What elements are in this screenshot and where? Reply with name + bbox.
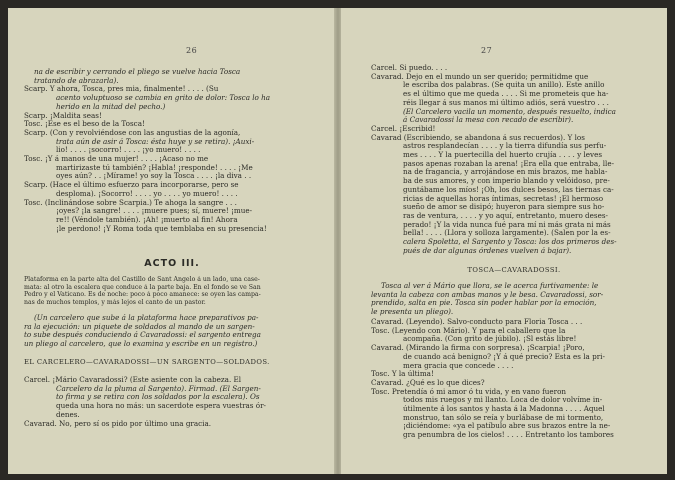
text-line: réis llegar á sus manos mi último adiós, será vuestro . . .	[403, 98, 609, 107]
text-line: ras de ventura, . . . . y yo aquí, entretanto, muero deses-	[403, 211, 608, 220]
text-line: es el último que me queda . . . . Si me prometeis que ha-	[403, 90, 609, 99]
page-number: 26	[186, 46, 198, 55]
text-line: ¡le perdono! ¡Y Roma toda que temblaba en su presencia!	[56, 224, 267, 233]
text-line: Cavarad. (Leyendo). Salvo-conducto para Floria Tosca . . .	[371, 318, 583, 326]
text-line: Cavarad. Dejo en el mundo un ser querido; permitidme que	[371, 72, 589, 81]
text-line: na de escribir y cerrando el pliego se vuelve hacia Tosca	[34, 68, 241, 76]
text-line: á Cavaradossi la mesa con recado de escribir).	[403, 116, 574, 125]
text-line: acento voluptuoso se cambia en grito de dolor: Tosca lo ha	[56, 94, 271, 103]
text-line: monstruo, tan sólo se reía y burlábase de mi tormento,	[403, 413, 604, 422]
text-line: TOSCA—CAVARADOSSI.	[467, 266, 561, 274]
text-line: pasos apenas rozaban la arena! ¡Era ella que entraba, lle-	[403, 159, 615, 168]
text-line: mes . . . . Y la puertecilla del huerto crujía . . . . y leves	[403, 151, 603, 160]
text-line: Tosca al ver á Mário que llora, se le acerca furtivamente: le	[381, 282, 599, 290]
text-line: Cavarad. (Mirando la firma con sorpresa). ¡Scarpia! ¡Poro,	[371, 344, 585, 353]
text-line: le escriba dos palabras. (Se quita un anillo). Este anillo	[403, 81, 605, 90]
text-line: guntábame los míos! ¡Oh, los dulces besos, las tiernas ca-	[403, 185, 614, 194]
act-title: ACTO III.	[144, 258, 200, 269]
text-line: de cuando acá benigno? ¡Y á qué precio? Esta es la pri-	[403, 352, 605, 361]
text-line: EL CARCELERO—CAVARADOSSI—UN SARGENTO—SOLDADOS.	[24, 358, 270, 366]
text-line: (El Carcelero vacila un momento, después resuelto, indica	[403, 107, 616, 116]
text-line: to sube después conduciendo á Cavaradossi: el sargento entrega	[24, 331, 261, 340]
text-line: ¡oyes? ¡la sangre! . . . . ¡muere pues; sí, muere! ¡mue-	[56, 207, 253, 216]
left-page	[8, 8, 335, 474]
text-line: (Un carcelero que sube á la plataforma hace preparativos pa-	[34, 314, 259, 322]
text-line: Cavarad (Escribiendo, se abandona á sus recuerdos). Y los	[371, 133, 585, 142]
text-line: Tosc. Y la última!	[371, 370, 434, 379]
text-line: Carcel. ¡Escribid!	[371, 124, 436, 133]
text-line: martirizaste tú también? ¡Habla! ¡responde! . . . . ¡Me	[56, 163, 253, 172]
text-line: Scarp. ¡Maldita seas!	[24, 111, 102, 120]
text-line: re!! (Véndole también). ¡Ah! ¡muerto al fin! Ahora	[56, 215, 238, 224]
text-line: pués de dar algunas órdenes vuelven á bajar).	[403, 246, 572, 255]
book-spread	[8, 8, 667, 474]
text-line: Tosc. ¡Ese es el beso de la Tosca!	[24, 120, 145, 129]
text-line: un pliego al carcelero, que lo examina y escribe en un registro.)	[24, 340, 258, 349]
text-line: tratando de abrazarla).	[34, 76, 119, 85]
text-line: gra penumbra de los cielos! . . . . Entretanto los tambores	[403, 431, 614, 440]
page-number: 27	[481, 46, 493, 55]
right-page	[341, 8, 667, 474]
text-line: lio! . . . . ¡socorro! . . . . ¡yo muero! . . . .	[56, 146, 201, 155]
stage-direction	[371, 282, 657, 317]
text-line: Cavarad. No, pero sí os pido por último una gracia.	[24, 419, 212, 428]
text-line: sueño de amor se disipó; huyeron para siempre sus ho-	[403, 203, 605, 212]
text-line: bella! . . . . (Llora y solloza largamente). (Salen por la es-	[403, 229, 611, 238]
text-line: Scarp. (Con y revolviéndose con las angustias de la agonía,	[24, 128, 241, 137]
text-line: perado! ¡Y la vida nunca fué para mí ni más grata ni más	[403, 220, 611, 229]
text-line: mata: al otro la escalera que conduce á la parte baja. En el fondo se ve San	[24, 283, 261, 291]
text-line: todos mis ruegos y mi llanto. Loca de dolor volvíme in-	[403, 396, 603, 405]
text-line: Tosc. (Leyendo con Mário). Y para el caballero que la	[371, 326, 566, 335]
text-line: le presenta un pliego).	[371, 308, 454, 317]
text-line: levanta la cabeza con ambas manos y le besa. Cavaradossi, sor-	[371, 290, 604, 299]
text-line: ¡diciéndome: «ya el patíbulo abre sus brazos entre la ne-	[403, 422, 611, 431]
text-line: Plataforma en la parte alta del Castillo de Sant Angelo á un lado, una case-	[24, 276, 260, 283]
dialogue-block	[371, 318, 657, 440]
dialogue-block	[24, 68, 320, 233]
text-line: astros resplandecían . . . . y la tierra difundía sus perfu-	[403, 142, 607, 151]
text-line: nas de muchos templos, y más lejos el canto de un pastor.	[24, 298, 206, 306]
text-line: Pedro y el Vaticano. Es de noche: poco á poco amanece: se oyen las campa-	[24, 291, 261, 299]
text-line: útilmente á los santos y hasta á la Madonna . . . . Aquel	[403, 405, 605, 414]
text-line: Carcel. Si puedo. . . .	[371, 64, 448, 72]
text-line: queda una hora no más: un sacerdote espera vuestras ór-	[56, 402, 266, 411]
stage-direction	[24, 314, 320, 349]
text-line: Carcel. ¡Mário Cavaradossi? (Este asiente con la cabeza. El	[24, 376, 242, 384]
text-line: Carcelero da la pluma al Sargento). Firmad. (El Sargen-	[56, 384, 261, 393]
text-line: Scarp. (Hace el último esfuerzo para incorporarse, pero se	[24, 181, 239, 190]
text-line: Tosc. ¡Y á manos de una mujer! . . . . ¡Acaso no me	[24, 155, 209, 164]
text-line: ba de sus amores, y con imperio blando y velóidoso, pre-	[403, 177, 610, 186]
scene-heading	[24, 358, 320, 367]
text-line: acompaña. (Con grito de júbilo). ¡Sl estás libre!	[403, 335, 577, 344]
text-line: mera gracia que concede . . . .	[403, 361, 514, 370]
text-line: calera Spoletta, el Sargento y Tosca: los dos primeros des-	[403, 238, 617, 247]
text-line: prendido, salta en pie. Tosca sin poder hablar por la emoción,	[371, 299, 597, 308]
text-line: ra la ejecución: un piquete de soldados al mando de un sargen-	[24, 322, 255, 331]
text-line: to firma y se retira con los soldados por la escalera). Os	[56, 393, 260, 402]
text-line: oyes aún? . . ¡Mírame! yo soy la Tosca . . . . ¡la diva . .	[56, 172, 252, 181]
scene-heading	[371, 266, 657, 275]
text-line: Scarp. Y ahora, Tosca, pres mia, finalmente! . . . . (Su	[24, 85, 219, 94]
text-line: na de fragancia, y arrojándose en mis brazos, me habla-	[403, 168, 608, 177]
text-line: herido en la mitad del pecho.)	[56, 102, 166, 111]
text-line: denes.	[56, 410, 80, 419]
text-line: trata aún de asir á Tosca: ésta huye y se retira). ¡Auxi-	[56, 137, 255, 146]
text-line: ricias de aquellas horas íntimas, secretas! ¡El hermoso	[403, 194, 604, 203]
text-line: Cavarad. ¿Qué es lo que dices?	[371, 378, 485, 387]
text-line: Tosc. (Inclinándose sobre Scarpia.) Te ahoga la sangre . . .	[24, 198, 237, 207]
dialogue-block	[371, 64, 657, 255]
dialogue-block	[24, 376, 320, 428]
text-line: Tosc. Pretendía ó mi amor ó tu vida, y en vano fueron	[371, 387, 567, 396]
text-line: desploma). ¡Socorro! . . . . yo . . . . yo muero! . . . .	[56, 189, 238, 198]
stage-description	[24, 276, 320, 306]
